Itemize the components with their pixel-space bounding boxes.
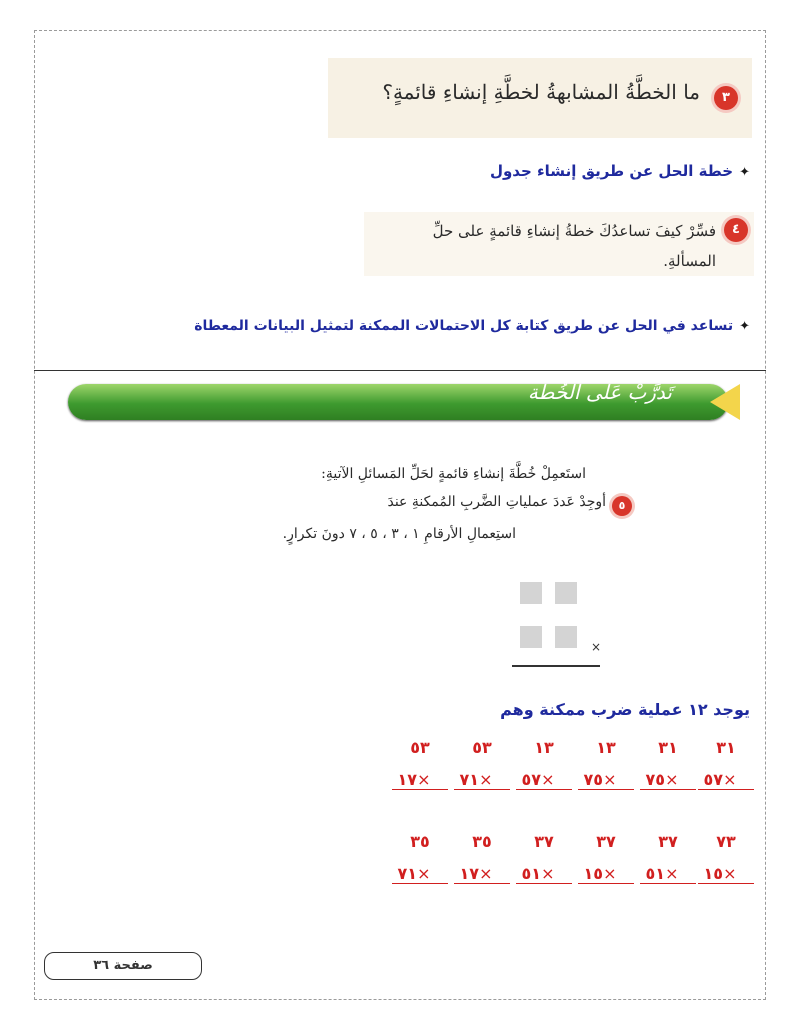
question-4-line-1: فسِّرْ كيفَ تساعدُكَ خطةُ إنشاءِ قائمةٍ على حلِّ: [432, 222, 716, 240]
digit-square: [520, 626, 542, 648]
question-3-text: ما الخطَّةُ المشابهةُ لخطَّةِ إنشاءِ قائمةٍ؟: [382, 80, 700, 104]
answer-4: [110, 318, 750, 334]
multiplicand: ٣٧: [658, 832, 678, 851]
multiplier-cell: [578, 770, 634, 790]
multiplier-cell: [698, 864, 754, 884]
multiplier: ١٧: [459, 864, 480, 883]
multiplier: ٧١: [397, 864, 418, 883]
multiplier: ١٥: [703, 864, 724, 883]
banner-title: تَدرَّبْ عَلى الخُطَّة: [527, 380, 672, 404]
sum-line: [512, 665, 600, 667]
page-number-box: [44, 952, 202, 980]
multiplier-cell: [392, 770, 448, 790]
multiplier-cell: [640, 770, 696, 790]
multiplier: ٥١: [521, 864, 542, 883]
multiplier: ٥٧: [703, 770, 724, 789]
multiplier: ٧٥: [645, 770, 666, 789]
question-4-number: ٤: [724, 218, 748, 242]
digit-square: [555, 582, 577, 604]
multiplicand: ٣٧: [534, 832, 554, 851]
multiplier-cell: [640, 864, 696, 884]
question-3-number: ٣: [714, 86, 738, 110]
multiplicand: ٥٣: [410, 738, 430, 757]
multiplier-cell: [516, 770, 572, 790]
multiplicand: ٧٣: [716, 832, 736, 851]
question-5-line-1: أوجِدْ عَددَ عملياتِ الضَّربِ المُمكنةِ عندَ: [387, 494, 606, 510]
question-3-panel: [328, 58, 752, 138]
multiplicand: ٣٥: [472, 832, 492, 851]
times-sign: ×: [541, 864, 555, 883]
multiplier: ٥٧: [521, 770, 542, 789]
times-sign: ×: [723, 770, 737, 789]
multiplier-cell: [454, 770, 510, 790]
multiplicand: ٣٥: [410, 832, 430, 851]
multiplicand: ٣١: [716, 738, 736, 757]
multiplier-cell: [454, 864, 510, 884]
times-sign: ×: [665, 770, 679, 789]
multiplier-cell: [392, 864, 448, 884]
multiplier: ٧٥: [583, 770, 604, 789]
multiplicand: ١٣: [534, 738, 554, 757]
result-title: يوجد ١٢ عملية ضرب ممكنة وهم: [500, 700, 750, 719]
times-sign: ×: [603, 864, 617, 883]
diamond-bullet-icon: ✦: [739, 165, 750, 180]
answer-4-text: تساعد في الحل عن طريق كتابة كل الاحتمالات الممكنة لتمثيل البيانات المعطاة: [194, 318, 734, 334]
divider-line: [34, 370, 766, 371]
multiplicand: ٥٣: [472, 738, 492, 757]
times-sign: ×: [603, 770, 617, 789]
times-sign: ×: [591, 640, 602, 654]
question-4-line-2: المسألةِ.: [663, 252, 716, 270]
practice-banner: [68, 378, 732, 426]
digit-square: [555, 626, 577, 648]
answer-3: [410, 162, 750, 180]
times-sign: ×: [723, 864, 737, 883]
multiplicand: ٣١: [658, 738, 678, 757]
page-label: صفحة ٣٦: [93, 958, 153, 973]
times-sign: ×: [417, 864, 431, 883]
multiplicand: ١٣: [596, 738, 616, 757]
times-sign: ×: [417, 770, 431, 789]
question-5-number: ٥: [612, 496, 632, 516]
times-sign: ×: [665, 864, 679, 883]
multiplicand: ٣٧: [596, 832, 616, 851]
practice-instruction: استَعمِلْ خُطَّةَ إنشاءِ قائمةٍ لحَلِّ المَسائلِ الآتيةِ:: [321, 466, 586, 482]
times-sign: ×: [541, 770, 555, 789]
times-sign: ×: [479, 770, 493, 789]
diamond-bullet-icon: ✦: [739, 319, 750, 334]
digit-square: [520, 582, 542, 604]
question-5-line-2: استِعمالِ الأرقامِ ١ ، ٣ ، ٥ ، ٧ دونَ تكرارٍ.: [282, 526, 516, 542]
multiplier-cell: [578, 864, 634, 884]
question-4-panel: [364, 212, 754, 276]
answer-3-text: خطة الحل عن طريق إنشاء جدول: [489, 162, 734, 180]
multiplier: ١٧: [397, 770, 418, 789]
multiplier: ٧١: [459, 770, 480, 789]
banner-triangle-icon: [710, 384, 740, 420]
multiplier-cell: [698, 770, 754, 790]
multiplier: ٥١: [645, 864, 666, 883]
question-4-text: [368, 216, 716, 276]
multiplier: ١٥: [583, 864, 604, 883]
times-sign: ×: [479, 864, 493, 883]
multiplier-cell: [516, 864, 572, 884]
